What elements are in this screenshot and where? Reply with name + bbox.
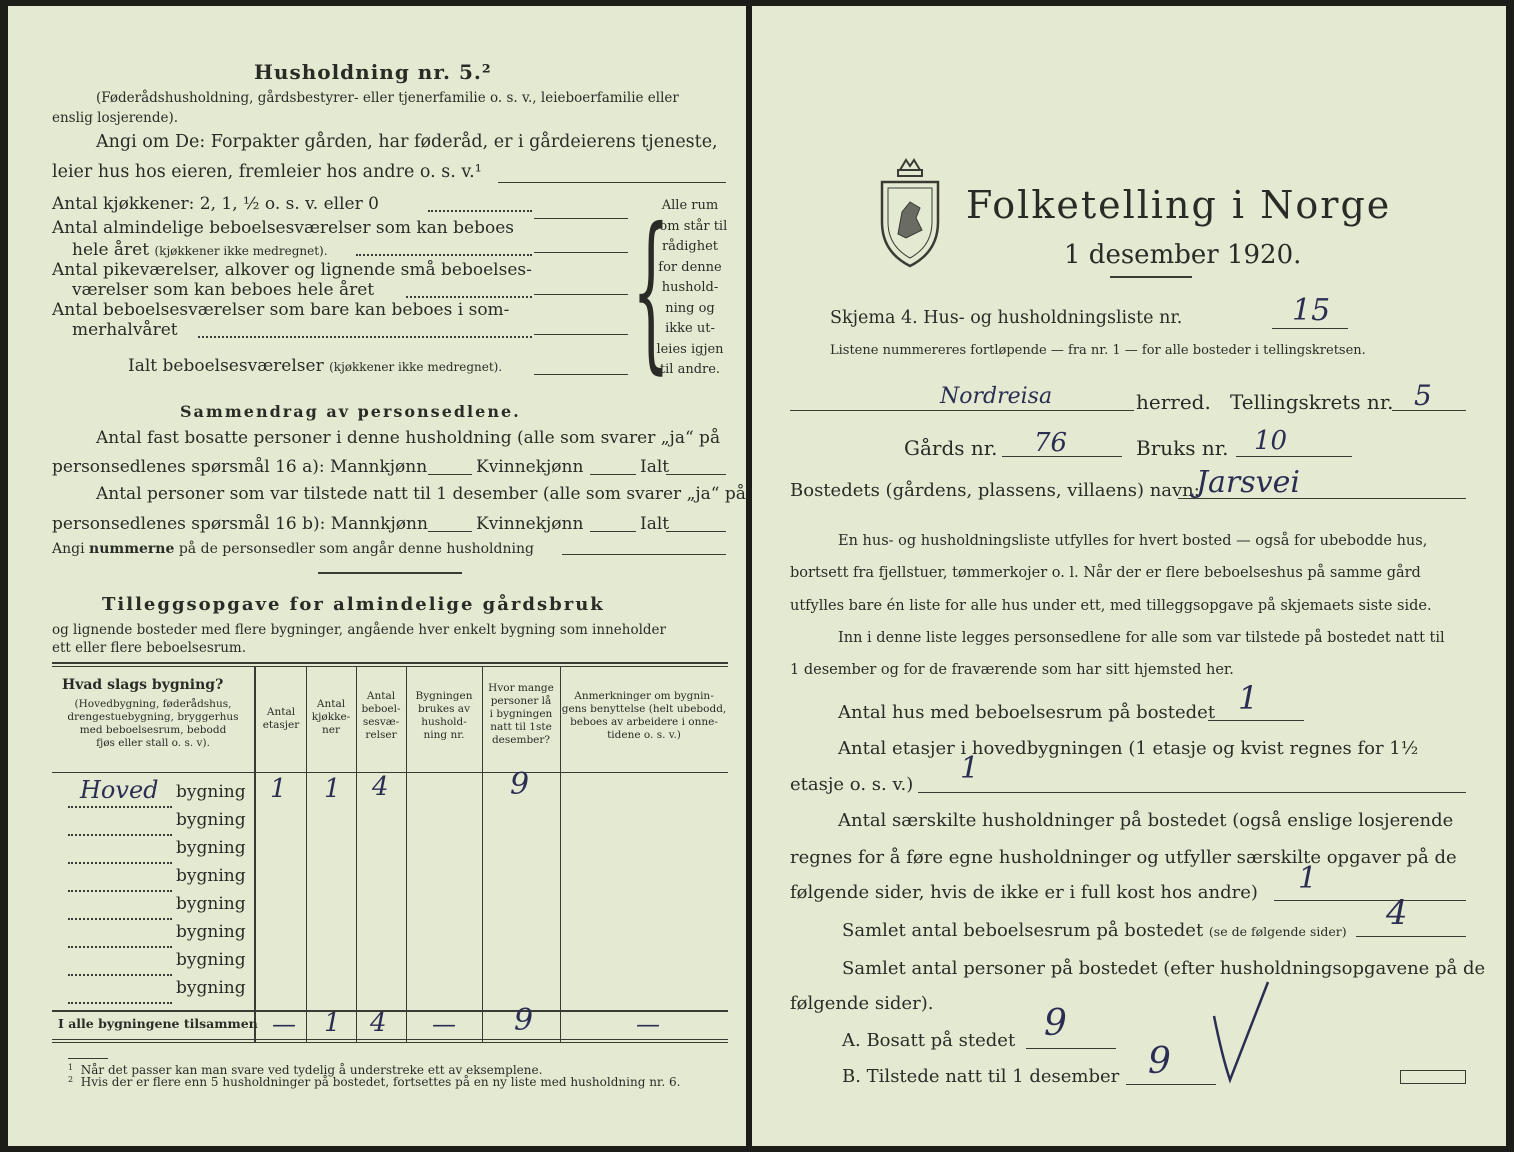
rooms-row-b: hele året (kjøkkener ikke medregnet). xyxy=(72,240,328,260)
norway-coat-of-arms-icon xyxy=(876,152,944,270)
maid-rooms-b: værelser som kan beboes hele året xyxy=(72,280,375,300)
brace-icon: { xyxy=(632,192,670,390)
summary-ialt-2: Ialt xyxy=(640,514,670,534)
table-total-label: I alle bygningene tilsammen xyxy=(58,1016,258,1031)
supplement-sub-2: ett eller flere beboelsesrum. xyxy=(52,640,247,656)
row1-type: Hoved xyxy=(80,776,159,804)
q-rooms-value: 4 xyxy=(1386,893,1408,933)
q-floors-value: 1 xyxy=(960,751,980,786)
col-floors-head: Antal etasjer xyxy=(262,706,300,731)
col-remarks-head: Anmerkninger om bygnin- gens benyttelse (helt ubebodd, beboes av arbeidere i onne- tidene o. s. v.) xyxy=(561,690,727,741)
footnote-1: $^1$ Når det passer kan man svare ved tydelig å understreke ett av eksemplene. xyxy=(68,1063,543,1077)
para1-line3: utfylles bare én liste for alle hus under ett, med tilleggsopgave på skjemaets siste side. xyxy=(790,598,1432,614)
col-kitchens-head: Antal kjøkke- ner xyxy=(311,698,351,736)
listene-note: Listene nummereres fortløpende — fra nr. 1 — for alle bosteder i tellingskretsen. xyxy=(830,343,1366,358)
angi-line-1: Angi om De: Forpakter gården, har føderåd, er i gårdeierens tjeneste, xyxy=(96,132,718,152)
angi-line-2: leier hus hos eieren, fremleier hos andre o. s. v.¹ xyxy=(52,162,482,182)
row1-persons: 9 xyxy=(510,767,530,802)
table-row: bygning xyxy=(176,810,246,830)
q-households-b: regnes for å føre egne husholdninger og utfyller særskilte opgaver på de xyxy=(790,847,1457,868)
supplement-sub-1: og lignende bosteder med flere bygninger, angående hver enkelt bygning som inneholder xyxy=(52,622,666,638)
rooms-row-a: Antal almindelige beboelsesværelser som kan beboes xyxy=(52,218,514,238)
total-rooms-row: Ialt beboelsesværelser (kjøkkener ikke medregnet). xyxy=(128,356,503,376)
col-type-head: Hvad slags bygning? xyxy=(62,677,224,693)
col-persons-head: Hvor mange personer lå i bygningen natt til 1ste desember? xyxy=(488,682,554,746)
col-household-head: Bygningen brukes av hushold- ning nr. xyxy=(415,690,473,741)
household-intro-1: (Føderådshusholdning, gårdsbestyrer- eller tjenerfamilie o. s. v., leieboerfamilie eller xyxy=(96,90,679,106)
printer-stamp xyxy=(1400,1070,1466,1084)
summary-p2a: Antal personer som var tilstede natt til 1 desember (alle som svarer „ja“ på xyxy=(96,484,746,504)
table-row: bygning xyxy=(176,866,246,886)
table-row: bygning xyxy=(176,922,246,942)
q-tilstede: B. Tilstede natt til 1 desember xyxy=(842,1066,1120,1087)
table-row: bygning xyxy=(176,838,246,858)
total-household: — xyxy=(432,1010,456,1038)
total-persons: 9 xyxy=(514,1003,534,1038)
q-floors-b: etasje o. s. v.) xyxy=(790,774,914,795)
checkmark-icon xyxy=(1208,976,1278,1086)
tellingskrets-label: Tellingskrets nr. xyxy=(1230,390,1394,414)
q-households-c: følgende sider, hvis de ikke er i full kost hos andre) xyxy=(790,882,1258,903)
summary-ialt-1: Ialt xyxy=(640,457,670,477)
kitchens-row: Antal kjøkkener: 2, 1, ½ o. s. v. eller 0 xyxy=(52,194,379,214)
summer-rooms-a: Antal beboelsesværelser som bare kan beboes i som- xyxy=(52,300,510,320)
brace-note: Alle rum som står til rådighet for denne hushold- ning og ikke ut- leies igjen til andre. xyxy=(652,198,728,377)
para1-line2: bortsett fra fjellstuer, tømmerkojer o. l. Når der er flere beboelseshus på samme gård xyxy=(790,565,1421,581)
row1-floors: 1 xyxy=(270,774,287,804)
total-rooms: 4 xyxy=(370,1008,387,1038)
total-remarks: — xyxy=(636,1010,660,1038)
summary-p2b: personsedlenes spørsmål 16 b): Mannkjønn xyxy=(52,514,428,534)
bruks-number: 10 xyxy=(1254,426,1288,456)
table-row: bygning xyxy=(176,978,246,998)
maid-rooms-a: Antal pikeværelser, alkover og lignende små beboelses- xyxy=(52,260,532,280)
q-tilstede-value: 9 xyxy=(1148,1041,1171,1082)
q-bosatt-value: 9 xyxy=(1044,1003,1067,1044)
q-households-value: 1 xyxy=(1298,861,1318,896)
total-floors: — xyxy=(272,1010,296,1038)
gards-number: 76 xyxy=(1034,428,1068,458)
footnote-2: $^2$ Hvis der er flere enn 5 husholdninger på bostedet, fortsettes på en ny liste med husholdning nr. 6. xyxy=(68,1075,681,1089)
summary-title: Sammendrag av personsedlene. xyxy=(180,402,521,421)
table-row: bygning xyxy=(176,894,246,914)
summary-kvinne-1: Kvinnekjønn xyxy=(476,457,584,477)
table-row: bygning xyxy=(176,782,246,802)
household-title: Husholdning nr. 5.² xyxy=(254,60,492,84)
summary-kvinne-2: Kvinnekjønn xyxy=(476,514,584,534)
q-houses-value: 1 xyxy=(1238,679,1259,717)
q-floors-a: Antal etasjer i hovedbygningen (1 etasje og kvist regnes for 1½ xyxy=(838,738,1419,759)
q-houses: Antal hus med beboelsesrum på bostedet xyxy=(838,702,1216,723)
bruks-label: Bruks nr. xyxy=(1136,436,1229,460)
household-intro-2: enslig losjerende). xyxy=(52,110,179,126)
para1-line1: En hus- og husholdningsliste utfylles for hvert bosted — også for ubebodde hus, xyxy=(838,533,1428,549)
schema-line: Skjema 4. Hus- og husholdningsliste nr. xyxy=(830,308,1183,328)
q-bosatt: A. Bosatt på stedet xyxy=(842,1030,1016,1051)
q-persons-a: Samlet antal personer på bostedet (efter husholdningsopgavene på de xyxy=(842,958,1486,979)
table-row: bygning xyxy=(176,950,246,970)
row1-kitchens: 1 xyxy=(324,774,341,804)
summary-angi: Angi nummerne på de personsedler som angår denne husholdning xyxy=(52,541,534,557)
para2-line2: 1 desember og for de fraværende som har sitt hjemsted her. xyxy=(790,662,1234,678)
summer-rooms-b: merhalvåret xyxy=(72,320,178,340)
gards-label: Gårds nr. xyxy=(904,436,998,460)
para2-line1: Inn i denne liste legges personsedlene for alle som var tilstede på bostedet natt til xyxy=(838,630,1445,646)
census-title: Folketelling i Norge xyxy=(966,183,1392,227)
col-rooms-head: Antal beboel- sesvæ- relser xyxy=(361,690,401,741)
row1-rooms: 4 xyxy=(372,772,389,802)
summary-p1a: Antal fast bosatte personer i denne husholdning (alle som svarer „ja“ på xyxy=(96,428,721,448)
census-date: 1 desember 1920. xyxy=(1064,240,1302,270)
right-page xyxy=(752,6,1506,1146)
summary-p1b: personsedlenes spørsmål 16 a): Mannkjønn xyxy=(52,457,428,477)
left-page xyxy=(8,6,746,1146)
supplement-title: Tilleggsopgave for almindelige gårdsbruk xyxy=(102,594,605,615)
herred-label: herred. xyxy=(1136,390,1211,414)
bostedets-label: Bostedets (gårdens, plassens, villaens) navn: xyxy=(790,480,1200,501)
q-households-a: Antal særskilte husholdninger på bostedet (også enslige losjerende xyxy=(838,810,1454,831)
q-rooms: Samlet antal beboelsesrum på bostedet (se de følgende sider) xyxy=(842,920,1347,941)
q-persons-b: følgende sider). xyxy=(790,993,934,1014)
col-type-sub: (Hovedbygning, føderådshus, drengestuebygning, bryggerhus med beboelsesrum, bebodd fjøs eller stall o. s. v). xyxy=(67,698,239,749)
total-kitchens: 1 xyxy=(324,1008,341,1038)
herred-name: Nordreisa xyxy=(940,384,1053,409)
tellingskrets-number: 5 xyxy=(1414,379,1432,412)
list-number: 15 xyxy=(1292,293,1331,328)
bostedets-name: Jarsvei xyxy=(1196,465,1300,500)
